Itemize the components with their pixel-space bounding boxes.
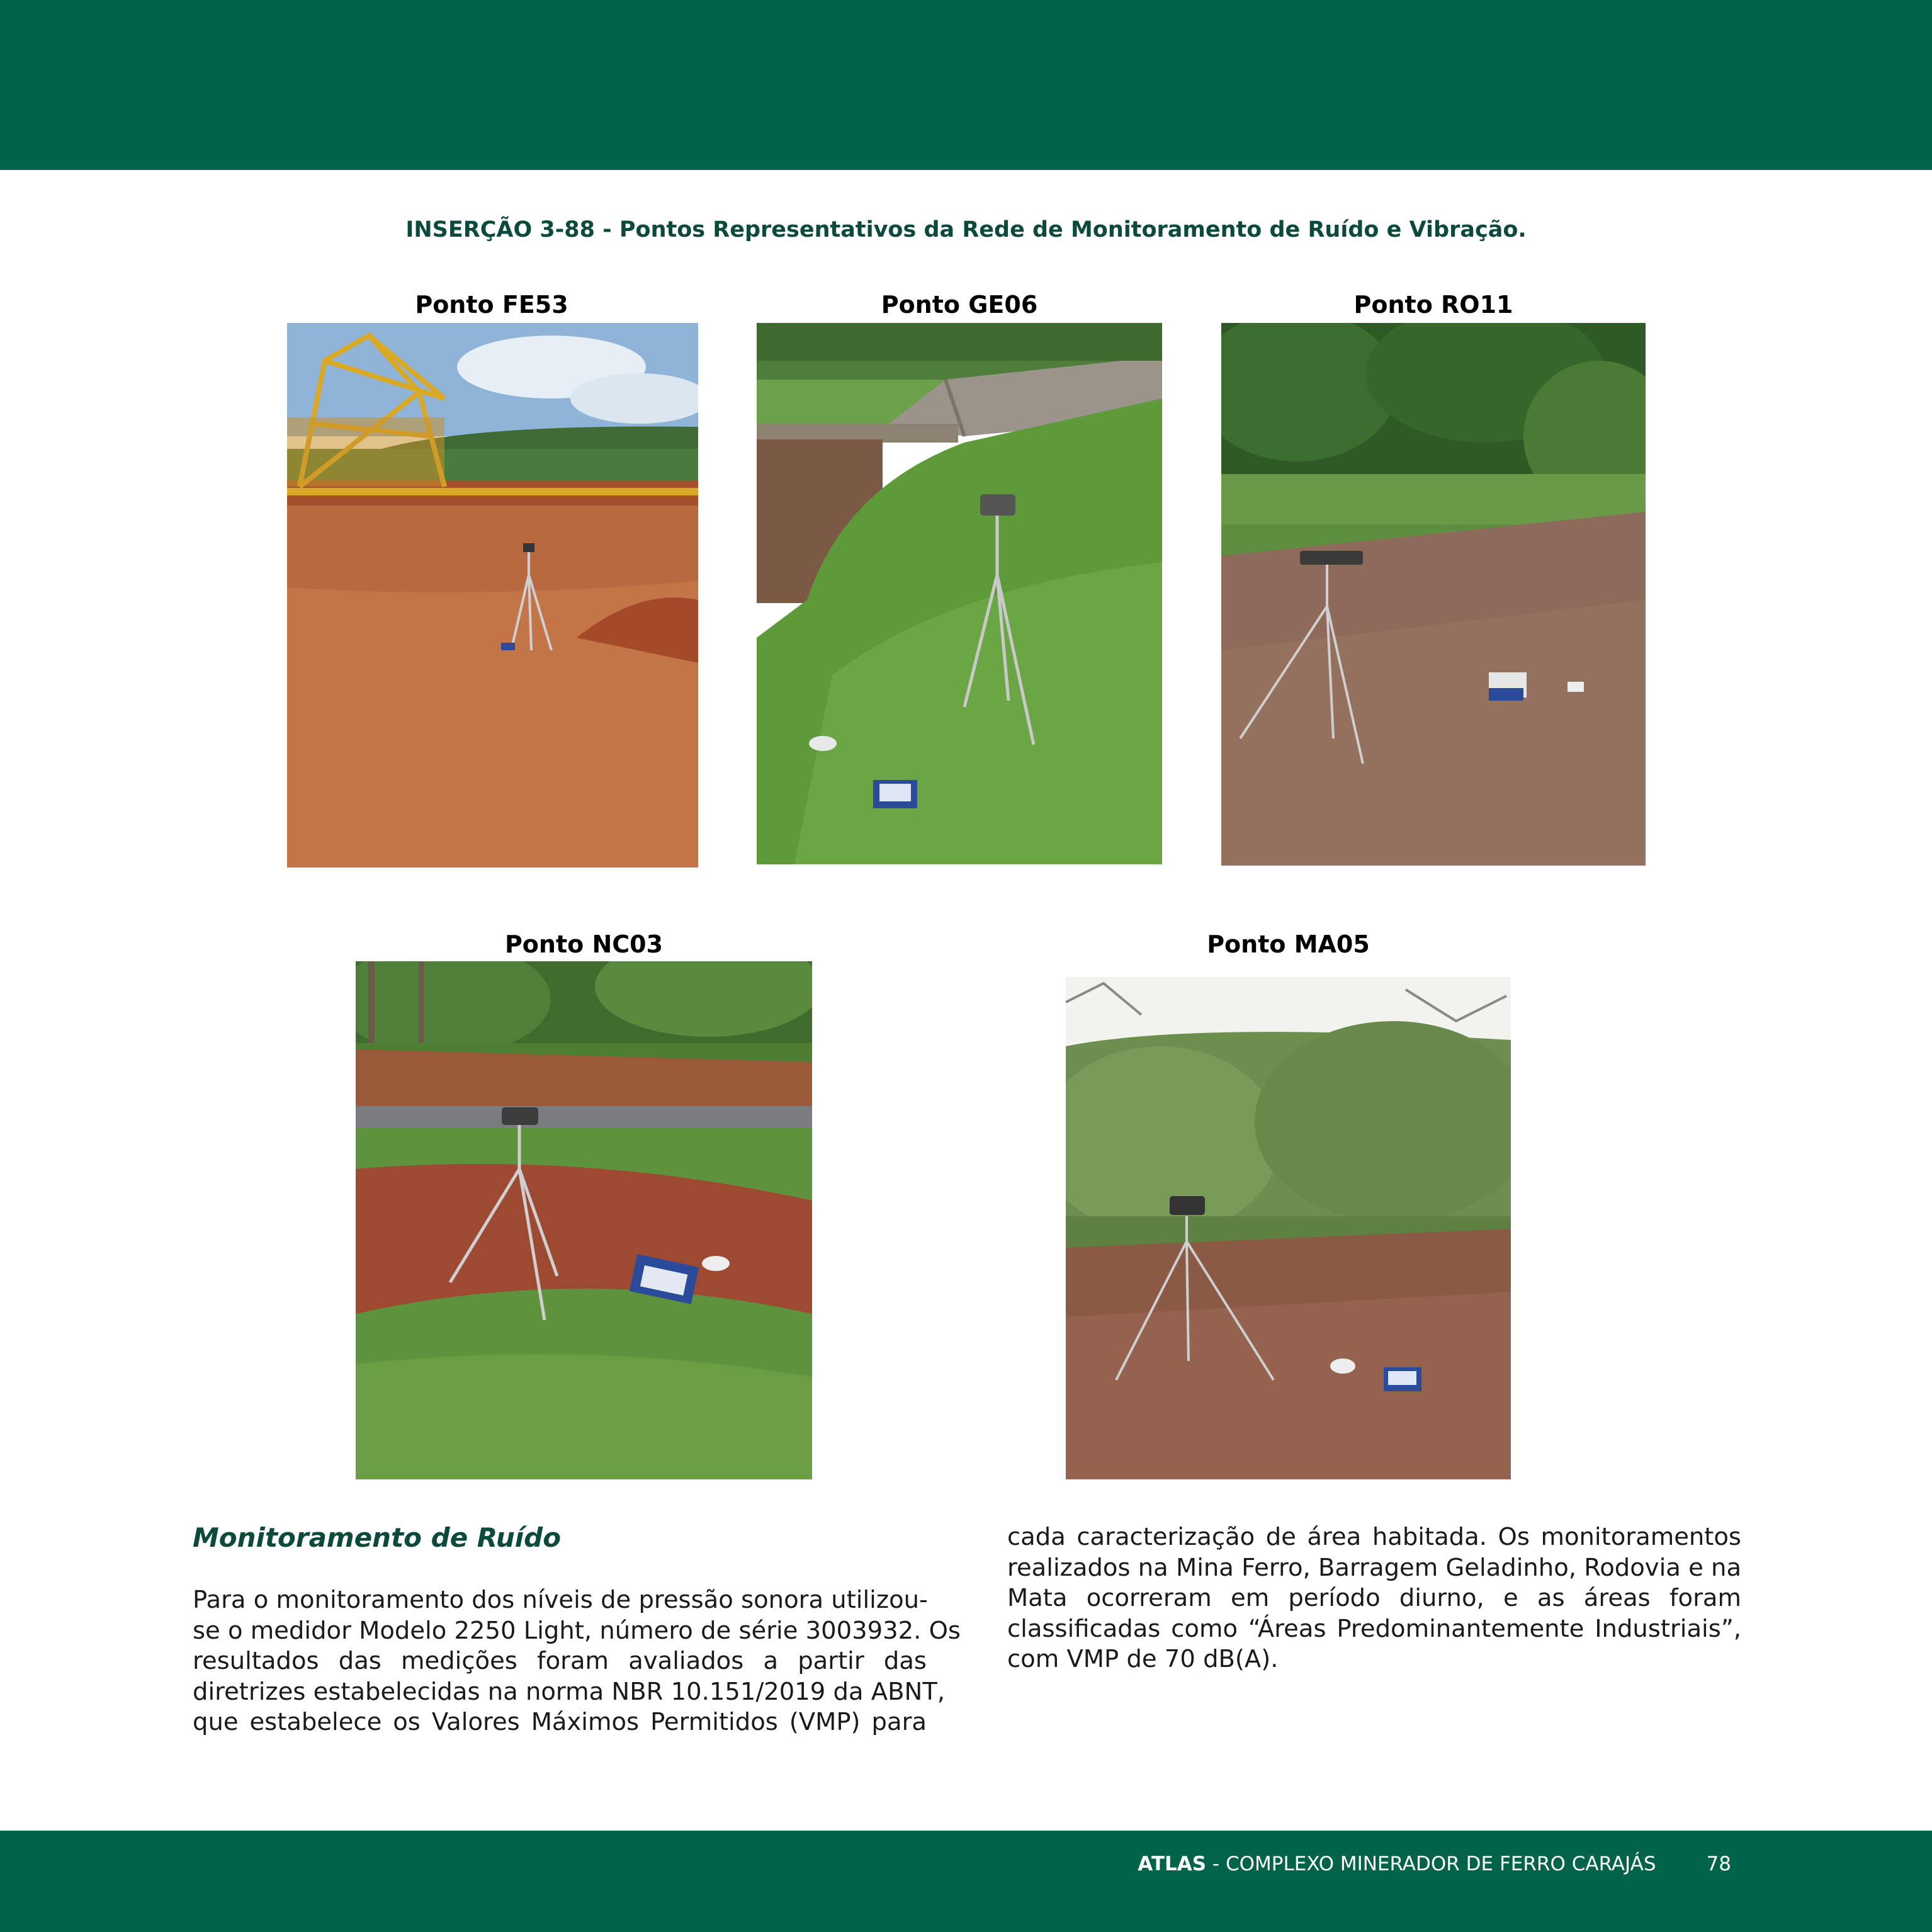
photo-label-fe53: Ponto FE53 — [415, 291, 568, 319]
paragraph-line: resultados das medições foram avaliados a partir das — [193, 1647, 927, 1675]
paragraph-line: que estabelece os Valores Máximos Permitidos (VMP) para — [193, 1708, 927, 1736]
footer-band — [0, 1831, 1932, 1932]
footer-title: COMPLEXO MINERADOR DE FERRO CARAJÁS — [1225, 1853, 1656, 1875]
paragraph-line: cada caracterização de área habitada. Os monitoramentos — [1007, 1523, 1741, 1551]
photo-label-ma05: Ponto MA05 — [1207, 930, 1370, 958]
paragraph-left — [193, 1585, 961, 1738]
paragraph-line: Para o monitoramento dos níveis de pressão sonora utilizou- — [193, 1586, 928, 1614]
paragraph-line: realizados na Mina Ferro, Barragem Geladinho, Rodovia e na — [1007, 1553, 1742, 1582]
photo-nc03 — [356, 961, 812, 1479]
figure-caption: INSERÇÃO 3-88 - Pontos Representativos da Rede de Monitoramento de Ruído e Vibração. — [405, 217, 1527, 242]
photo-ro11 — [1221, 323, 1646, 866]
paragraph-line: com VMP de 70 dB(A). — [1007, 1645, 1279, 1673]
photo-ge06 — [757, 323, 1162, 864]
photo-fe53 — [287, 323, 698, 867]
paragraph-right — [1007, 1522, 1741, 1675]
page-number: 78 — [1706, 1853, 1731, 1875]
photo-label-ge06: Ponto GE06 — [881, 291, 1038, 319]
paragraph-line: Mata ocorreram em período diurno, e as áreas foram — [1007, 1584, 1741, 1612]
paragraph-line: diretrizes estabelecidas na norma NBR 10.151/2019 da ABNT, — [193, 1677, 946, 1706]
paragraph-line: classificadas como “Áreas Predominantemente Industriais”, — [1007, 1614, 1741, 1643]
header-band — [0, 0, 1932, 170]
paragraph-line: se o medidor Modelo 2250 Light, número de série 3003932. Os — [193, 1616, 961, 1645]
footer-text — [944, 1853, 1731, 1878]
photo-label-ro11: Ponto RO11 — [1353, 291, 1513, 319]
section-title: Monitoramento de Ruído — [193, 1522, 562, 1553]
photo-label-nc03: Ponto NC03 — [504, 930, 664, 958]
footer-separator: - — [1206, 1853, 1226, 1875]
footer-brand: ATLAS — [1138, 1853, 1207, 1875]
photo-ma05 — [1066, 977, 1511, 1479]
